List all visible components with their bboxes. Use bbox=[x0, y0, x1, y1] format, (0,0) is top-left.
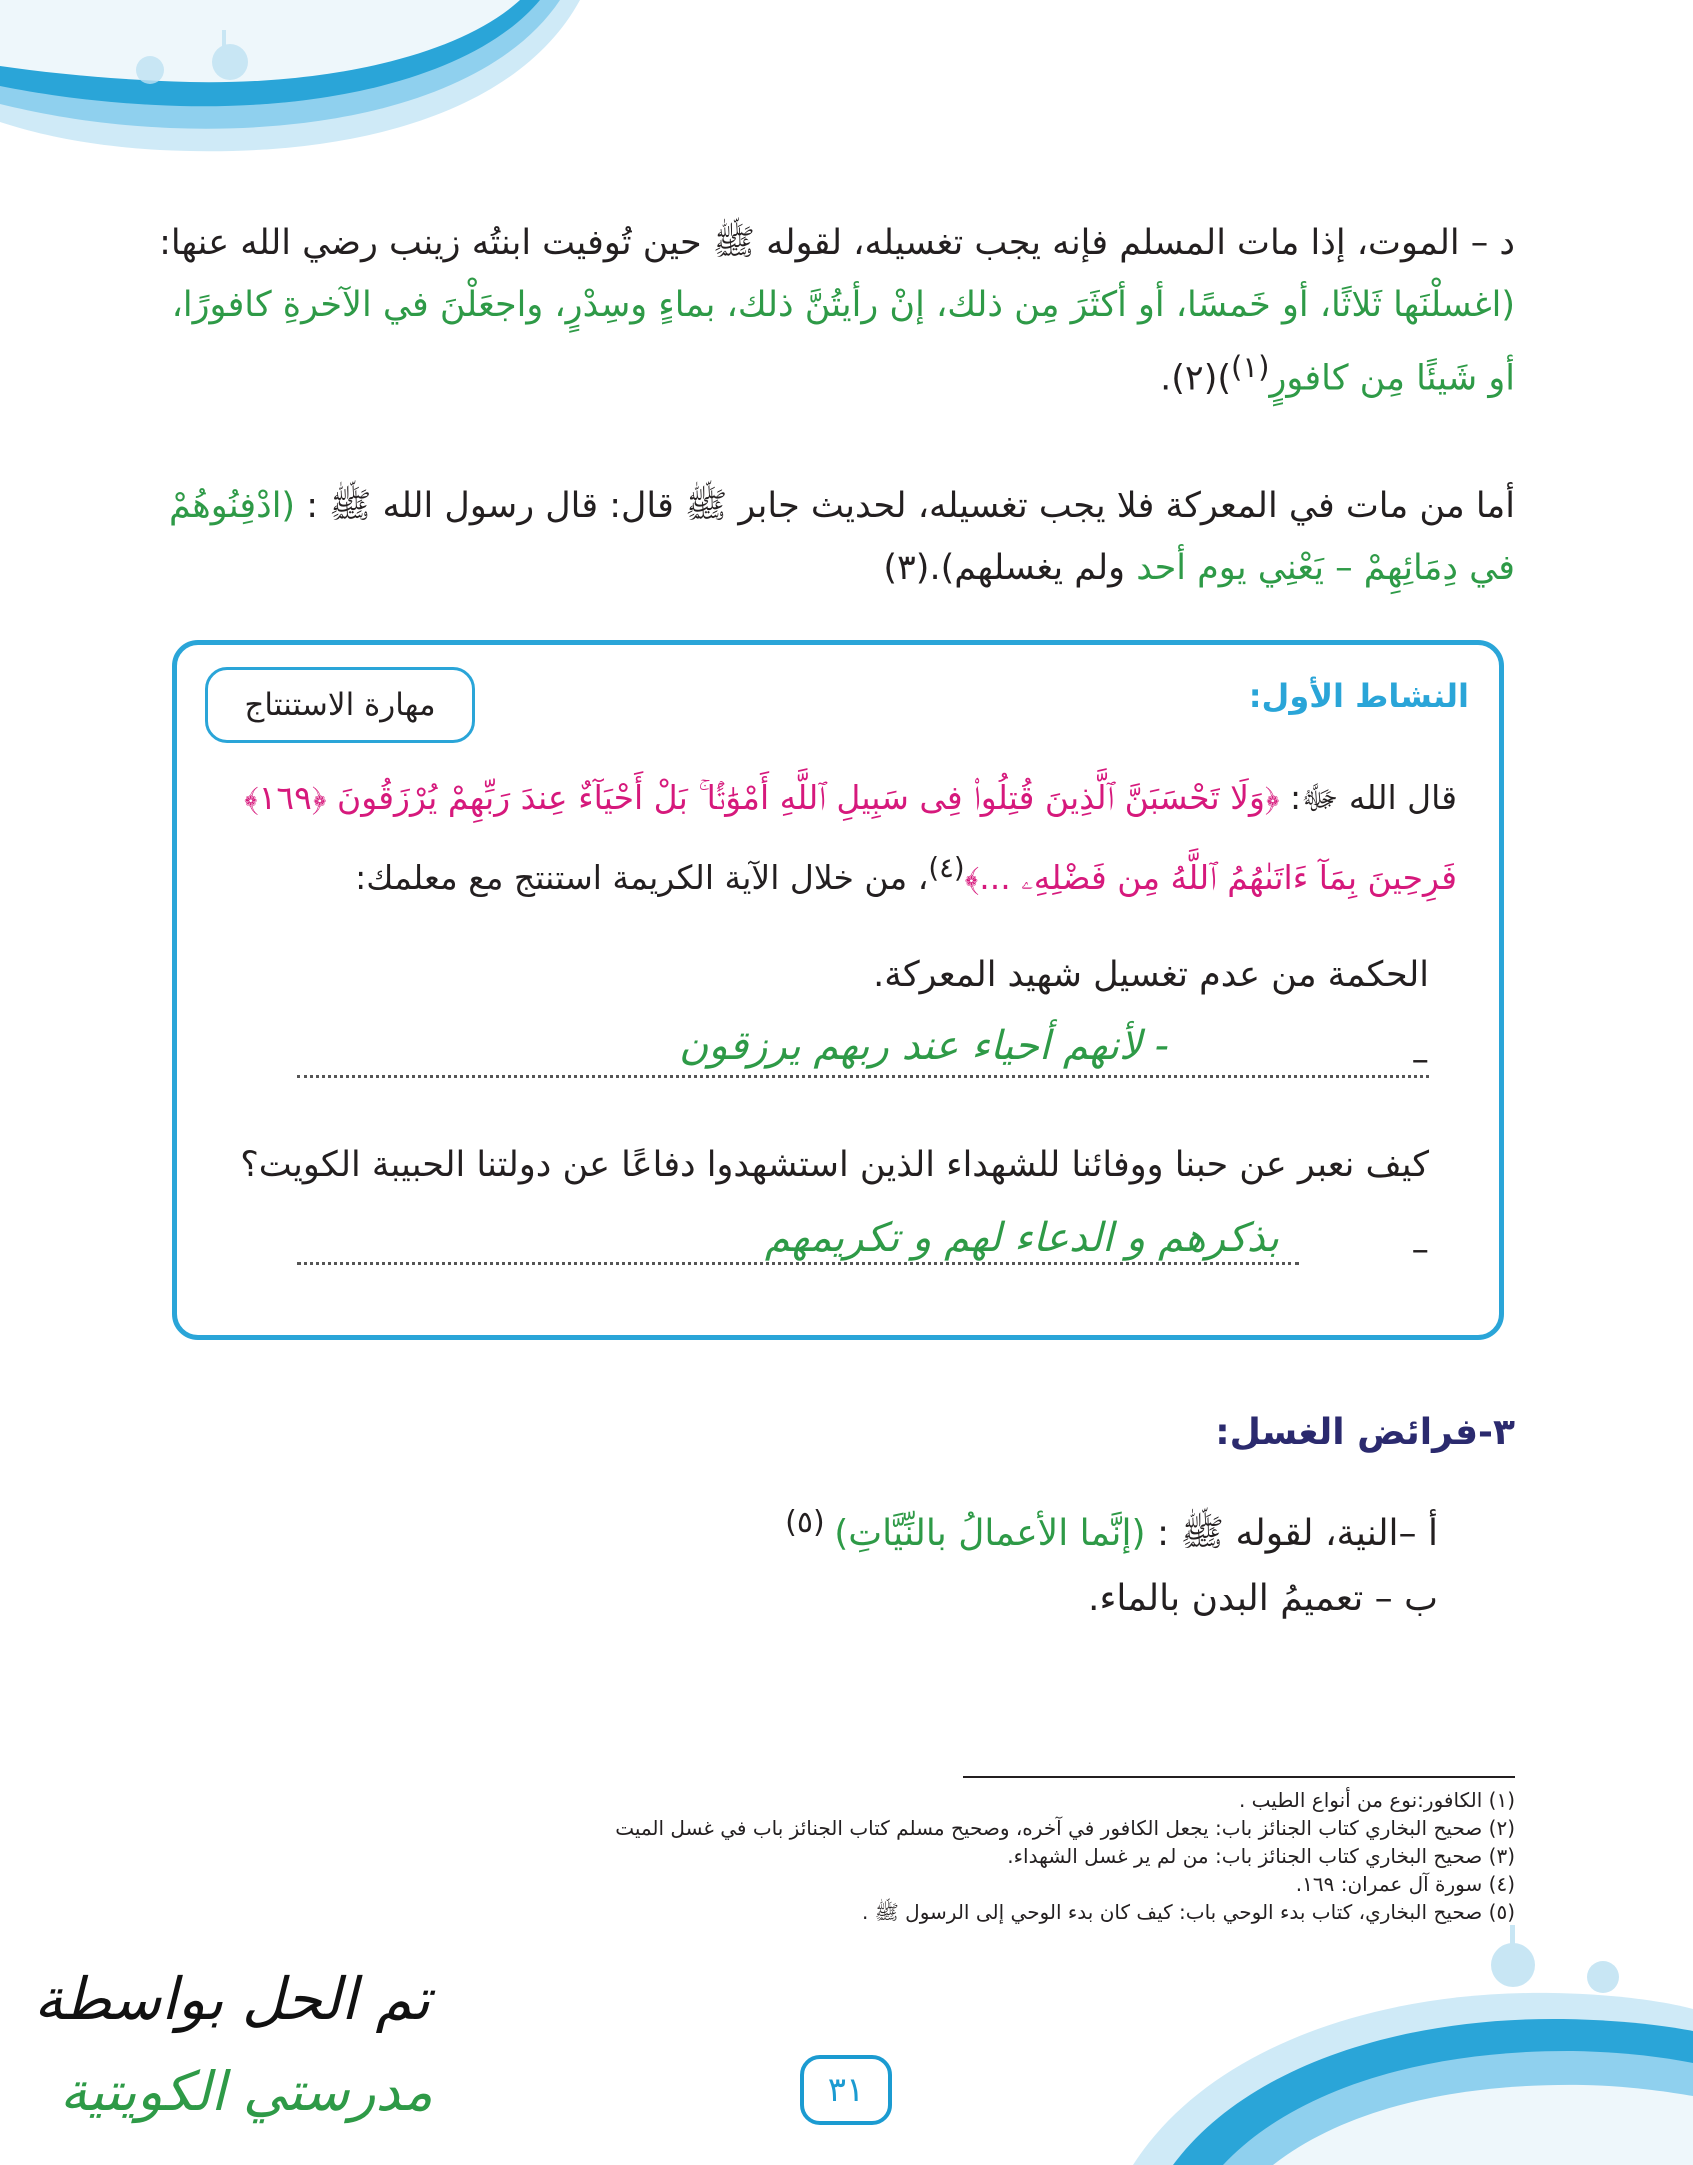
footnote-divider bbox=[963, 1776, 1515, 1778]
activity-instruction: ، من خلال الآية الكريمة استنتج مع معلمك: bbox=[355, 858, 929, 897]
footnote-ref-1: (١) bbox=[1231, 350, 1270, 384]
footnote-5: (٥) صحيح البخاري، كتاب بدء الوحي باب: كيف كان بدء الوحي إلى الرسول ﷺ . bbox=[861, 1900, 1515, 1924]
question-2 bbox=[207, 1145, 1429, 1185]
question-1 bbox=[207, 955, 1429, 995]
verse-block bbox=[201, 763, 1457, 913]
footnotes bbox=[415, 1786, 1515, 1926]
paragraph-battle-intro: أما من مات في المعركة فلا يجب تغسيله، لحديث جابر ﷺ قال: قال رسول الله ﷺ : bbox=[295, 486, 1515, 526]
footnote-ref-4: (٤) bbox=[928, 852, 965, 884]
page-number-value: ٣١ bbox=[827, 2070, 865, 2110]
footnote-ref-5: (٥) bbox=[785, 1505, 835, 1540]
answer-1-dash: – bbox=[1411, 1040, 1429, 1080]
paragraph-battle-hadith: (ادْفِنُوهُمْ في دِمَائِهِمْ – يَعْنِي يوم أحد bbox=[168, 486, 1515, 588]
question-2-text: كيف نعبر عن حبنا ووفائنا للشهداء الذين استشهدوا دفاعًا عن دولتنا الحبيبة الكويت؟ bbox=[240, 1145, 1429, 1185]
skill-badge bbox=[205, 667, 475, 743]
answer-2-handwritten: بذكرهم و الدعاء لهم و تكريمهم bbox=[764, 1215, 1279, 1261]
footnote-2: (٢) صحيح البخاري كتاب الجنائز باب: يجعل الكافور في آخره، وصحيح مسلم كتاب الجنائز باب في غسل الميت bbox=[615, 1816, 1515, 1840]
paragraph-battle-martyr bbox=[150, 475, 1515, 599]
quran-verse: ﴿وَلَا تَحْسَبَنَّ ٱلَّذِينَ قُتِلُوا۟ فِى سَبِيلِ ٱللَّهِ أَمْوَٰتًۢا ۚ بَلْ أَحْيَآءٌ عِندَ رَبِّهِمْ يُرْزَقُونَ ﴿١٦٩﴾ فَرِحِينَ بِمَآ ءَاتَىٰهُمُ ٱللَّهُ مِن فَضْلِهِۦ ...﴾ bbox=[244, 778, 1457, 897]
paragraph-battle-tail: ولم يغسلهم).(٣) bbox=[883, 548, 1137, 588]
section-heading-ghusl-obligations: ٣-فرائض الغسل: bbox=[1215, 1412, 1515, 1453]
obligation-item-b: ب – تعميمُ البدن بالماء. bbox=[1088, 1578, 1438, 1619]
watermark-line-2: مدرستي الكويتية bbox=[60, 2060, 433, 2123]
paragraph-d-hadith: (اغسلْنَها ثَلاثًا، أو خَمسًا، أو أكثَرَ مِن ذلك، إنْ رأيتُنَّ ذلك، بماءٍ وسِدْرٍ، واجعَلْنَ في الآخرةِ كافورًا، أو شَيئًا مِن كافورٍ bbox=[171, 285, 1515, 399]
top-wave-decoration bbox=[0, 0, 620, 180]
question-1-text: الحكمة من عدم تغسيل شهيد المعركة. bbox=[873, 955, 1429, 995]
paragraph-d-intro: د – الموت، إذا مات المسلم فإنه يجب تغسيله، لقوله ﷺ حين تُوفيت ابنتُه زينب رضي الله عنها: bbox=[159, 223, 1515, 263]
item-a-prefix: أ –النية، لقوله ﷺ : bbox=[1145, 1513, 1438, 1554]
paragraph-d-tail: )(٢). bbox=[1160, 358, 1232, 399]
answer-1-line[interactable] bbox=[297, 1075, 1429, 1078]
activity-title: النشاط الأول: bbox=[1248, 677, 1469, 715]
verse-intro: قال الله ﷻ: bbox=[1279, 778, 1457, 817]
footnote-3: (٣) صحيح البخاري كتاب الجنائز باب: من لم ير غسل الشهداء. bbox=[1007, 1844, 1515, 1868]
item-a-hadith: (إنَّما الأعمالُ بالنِّيَّاتِ) bbox=[834, 1513, 1146, 1554]
activity-box bbox=[172, 640, 1504, 1340]
bottom-wave-decoration bbox=[1133, 1905, 1693, 2165]
skill-badge-label: مهارة الاستنتاج bbox=[244, 687, 436, 723]
page-number bbox=[800, 2055, 892, 2125]
obligation-item-a bbox=[785, 1505, 1438, 1563]
footnote-1: (١) الكافور:نوع من أنواع الطيب . bbox=[1238, 1788, 1515, 1812]
answer-2-dash: – bbox=[1411, 1230, 1429, 1270]
watermark-line-1: تم الحل بواسطة bbox=[34, 1965, 431, 2033]
footnote-4: (٤) سورة آل عمران: ١٦٩. bbox=[1295, 1872, 1515, 1896]
answer-2-line[interactable] bbox=[297, 1262, 1299, 1265]
answer-1-handwritten: - لأنهم أحياء عند ربهم يرزقون bbox=[678, 1023, 1169, 1069]
paragraph-death-washing bbox=[150, 212, 1515, 410]
